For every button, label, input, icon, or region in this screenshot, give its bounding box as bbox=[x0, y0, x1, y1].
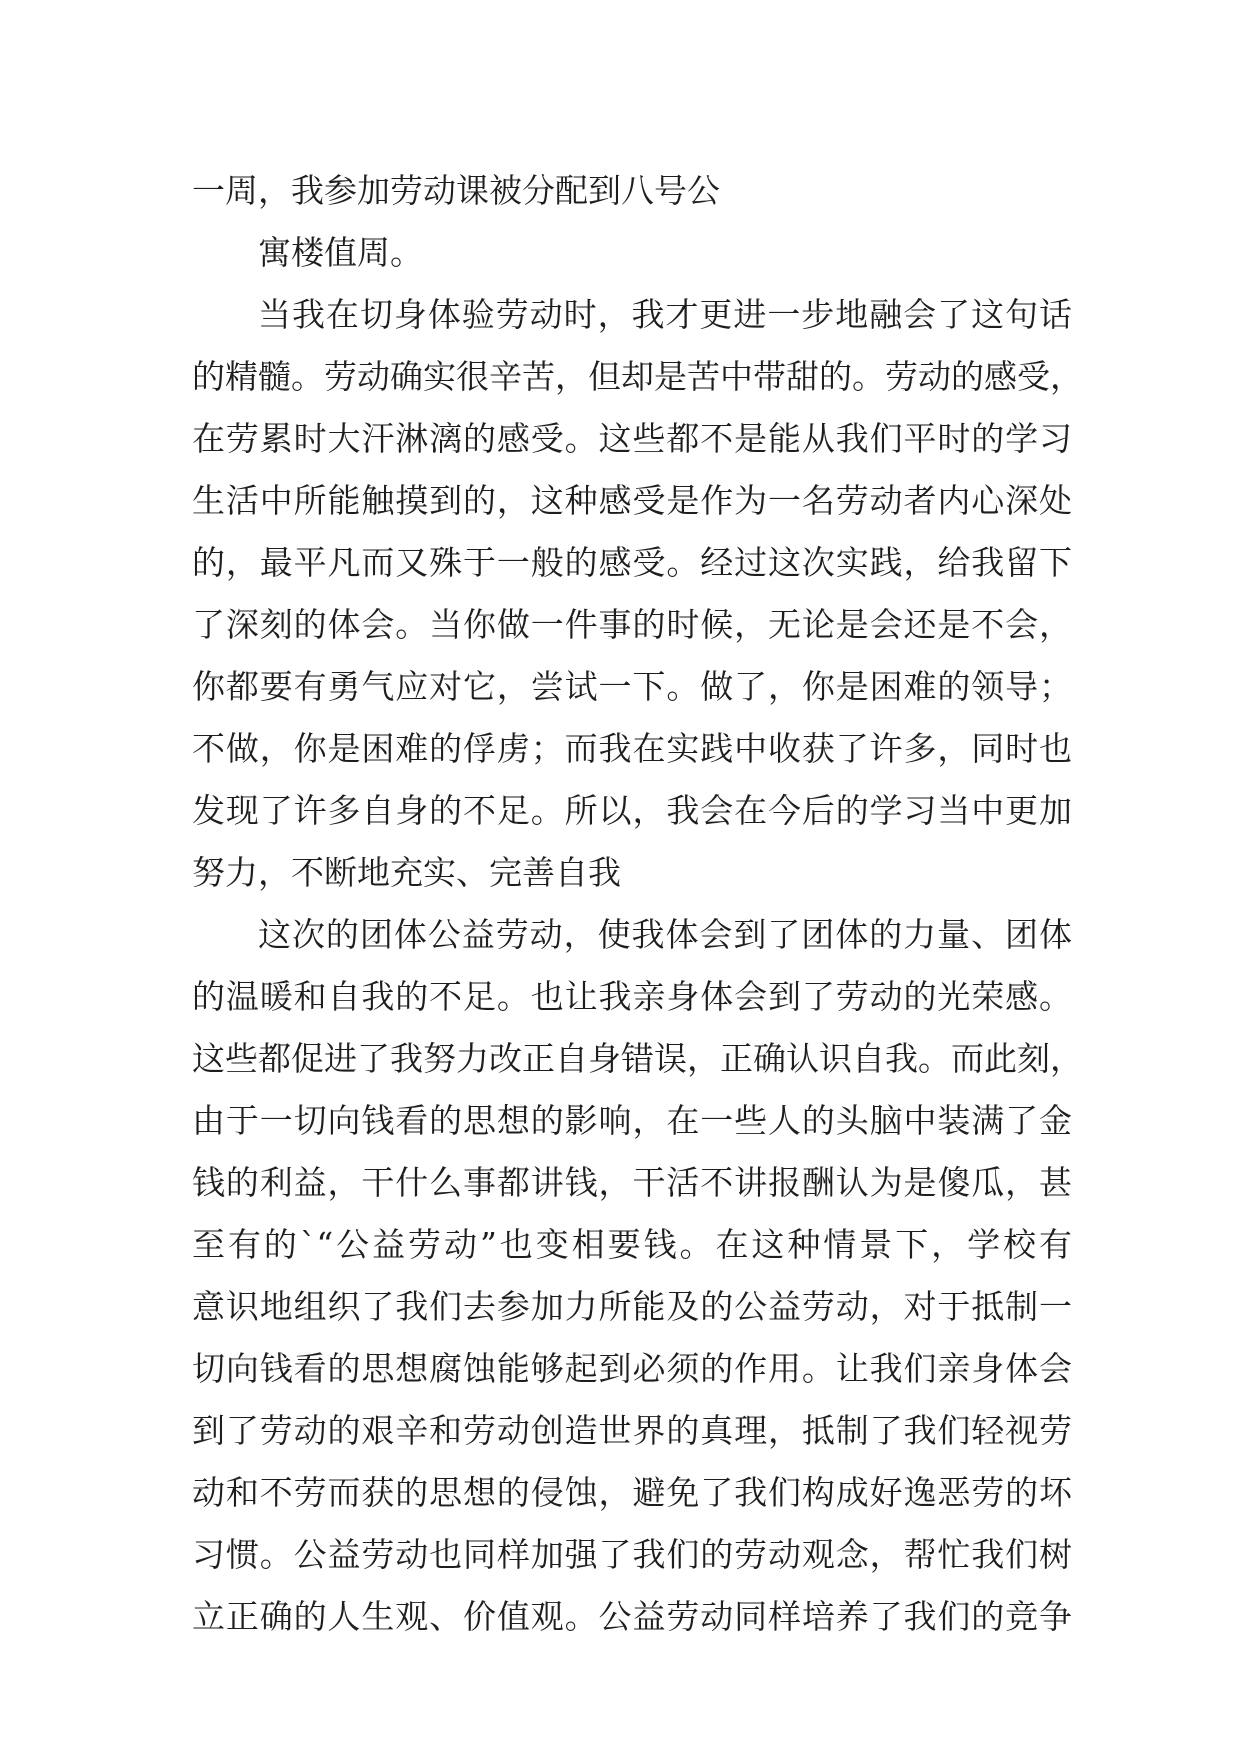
text-line: 习惯。公益劳动也同样加强了我们的劳动观念，帮忙我们树 bbox=[192, 1535, 1072, 1574]
text-line: 寓楼值周。 bbox=[258, 233, 423, 272]
text-line: 的，最平凡而又殊于一般的感受。经过这次实践，给我留下 bbox=[192, 543, 1072, 582]
body-text bbox=[192, 160, 1083, 1648]
text-line: 立正确的人生观、价值观。公益劳动同样培养了我们的竞争 bbox=[192, 1597, 1072, 1636]
text-line: 的温暖和自我的不足。也让我亲身体会到了劳动的光荣感。 bbox=[192, 977, 1072, 1016]
text-line: 当我在切身体验劳动时，我才更进一步地融会了这句话 bbox=[258, 295, 1072, 334]
text-line: 不做，你是困难的俘虏；而我在实践中收获了许多，同时也 bbox=[192, 729, 1072, 768]
text-line: 意识地组织了我们去参加力所能及的公益劳动，对于抵制一 bbox=[192, 1287, 1072, 1326]
text-line: 了深刻的体会。当你做一件事的时候，无论是会还是不会， bbox=[192, 605, 1072, 644]
text-line: 努力，不断地充实、完善自我 bbox=[192, 853, 621, 892]
text-line: 至有的`“公益劳动”也变相要钱。在这种情景下，学校有 bbox=[192, 1225, 1072, 1264]
text-line: 钱的利益，干什么事都讲钱，干活不讲报酬认为是傻瓜，甚 bbox=[192, 1163, 1072, 1202]
text-line: 这次的团体公益劳动，使我体会到了团体的力量、团体 bbox=[258, 915, 1072, 954]
text-line: 的精髓。劳动确实很辛苦，但却是苦中带甜的。劳动的感受， bbox=[192, 357, 1083, 396]
text-line: 一周，我参加劳动课被分配到八号公 bbox=[192, 171, 720, 210]
text-line: 切向钱看的思想腐蚀能够起到必须的作用。让我们亲身体会 bbox=[192, 1349, 1072, 1388]
text-line: 你都要有勇气应对它，尝试一下。做了，你是困难的领导； bbox=[192, 667, 1072, 706]
text-line: 在劳累时大汗淋漓的感受。这些都不是能从我们平时的学习 bbox=[192, 419, 1072, 458]
text-line: 到了劳动的艰辛和劳动创造世界的真理，抵制了我们轻视劳 bbox=[192, 1411, 1072, 1450]
text-line: 这些都促进了我努力改正自身错误，正确认识自我。而此刻， bbox=[192, 1039, 1083, 1078]
text-line: 生活中所能触摸到的，这种感受是作为一名劳动者内心深处 bbox=[192, 481, 1072, 520]
text-line: 动和不劳而获的思想的侵蚀，避免了我们构成好逸恶劳的坏 bbox=[192, 1473, 1072, 1512]
text-line: 发现了许多自身的不足。所以，我会在今后的学习当中更加 bbox=[192, 791, 1072, 830]
text-line: 由于一切向钱看的思想的影响，在一些人的头脑中装满了金 bbox=[192, 1101, 1072, 1140]
